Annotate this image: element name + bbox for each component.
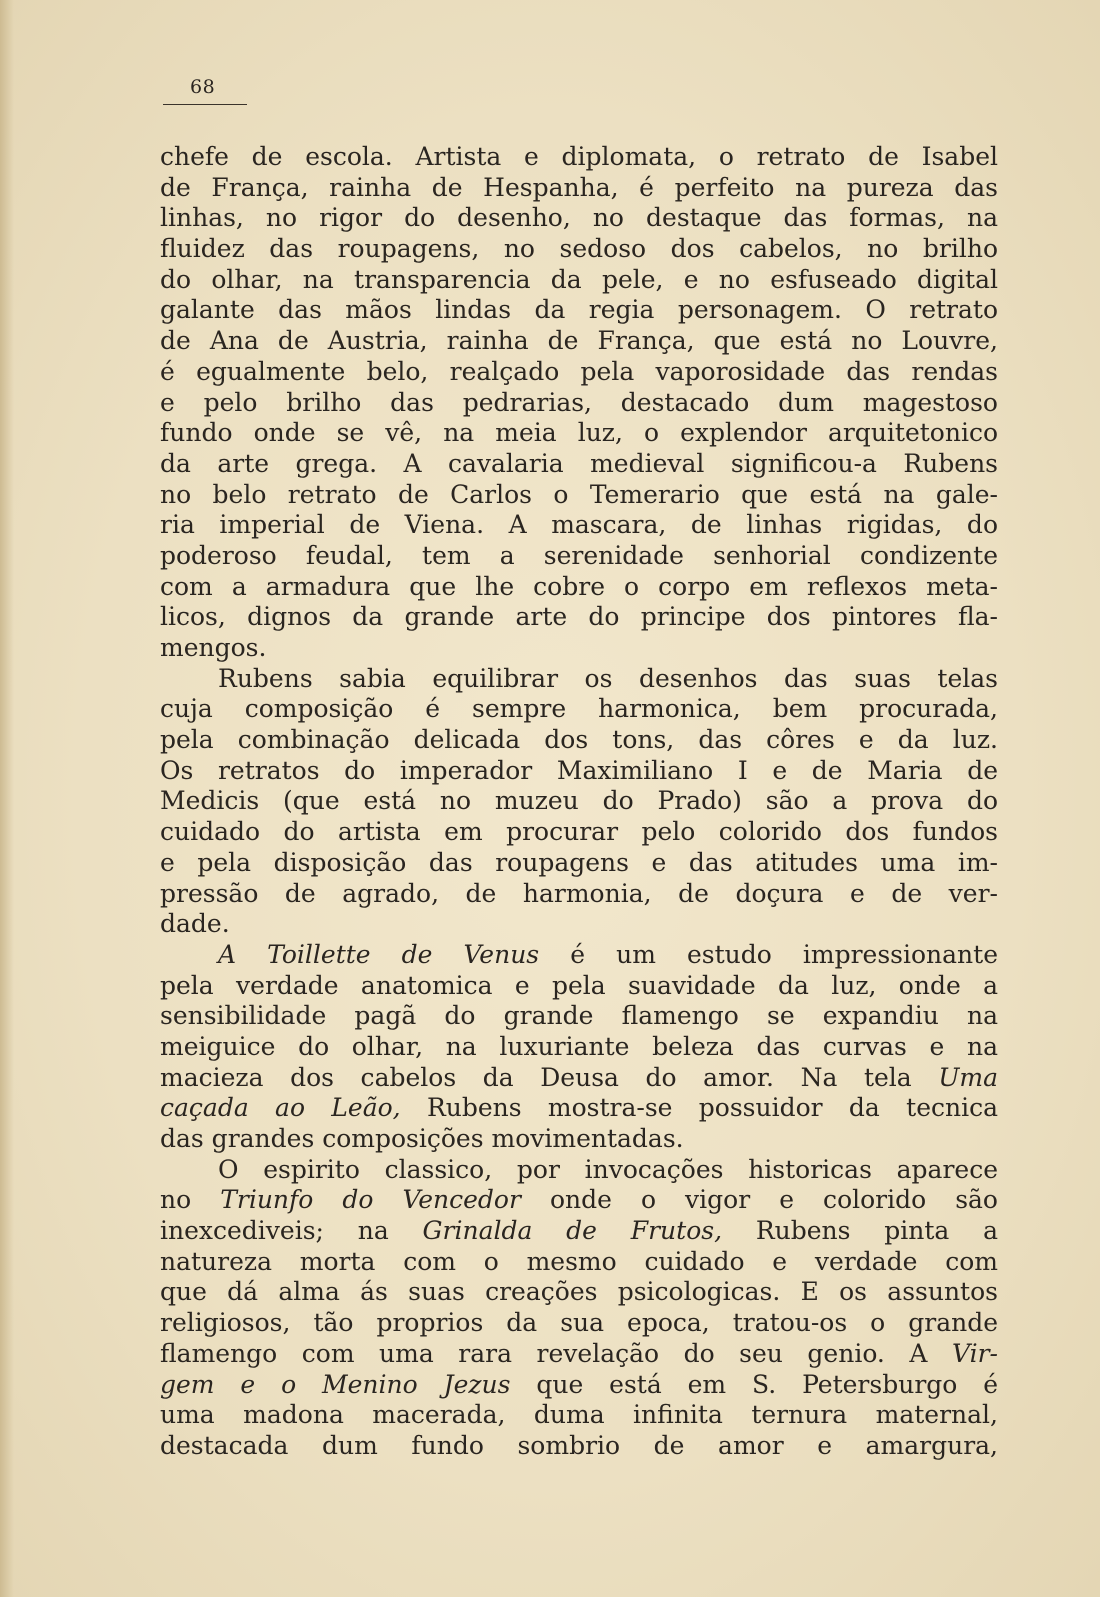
text-line: chefe de escola. Artista e diplomata, o retrato de Isabel [160, 142, 998, 171]
text-line: e pela disposição das roupagens e das atitudes uma im- [160, 847, 998, 877]
text-line [160, 1339, 998, 1370]
text-run: macieza dos cabelos da Deusa do amor. Na tela [160, 1062, 939, 1092]
text-line: das grandes composições movimentadas. [160, 1124, 684, 1153]
text-line: poderoso feudal, tem a serenidade senhorial condizente [160, 540, 998, 570]
text-line: meiguice do olhar, na luxuriante beleza das curvas e na [160, 1031, 998, 1061]
text-run: onde o vigor e colorido são [520, 1185, 998, 1215]
text-line: religiosos, tão proprios da sua epoca, tratou-os o grande [160, 1308, 998, 1338]
text-line: Rubens sabia equilibrar os desenhos das suas telas [218, 663, 998, 693]
text-line: e pelo brilho das pedrarias, destacado dum magestoso [160, 387, 998, 417]
text-line: uma madona macerada, duma infinita ternura maternal, [160, 1400, 998, 1430]
text-run: é um estudo impressionante [539, 939, 998, 969]
text-line: de França, rainha de Hespanha, é perfeito na pureza das [160, 172, 998, 202]
text-line: pela verdade anatomica e pela suavidade da luz, onde a [160, 970, 998, 1000]
artwork-title: gem e o Menino Jezus [160, 1369, 511, 1399]
text-line: pela combinação delicada dos tons, das côres e da luz. [160, 725, 998, 755]
text-line: cuidado do artista em procurar pelo colorido dos fundos [160, 817, 998, 847]
text-line: dade. [160, 909, 230, 939]
text-run: Rubens pinta a [722, 1216, 998, 1246]
text-run: Rubens mostra-se possuidor da tecnica [400, 1093, 998, 1123]
text-line: pressão de agrado, de harmonia, de doçura e de ver- [160, 878, 998, 908]
text-line [160, 1093, 998, 1124]
page-edge-shadow [0, 0, 14, 1597]
text-line: fluidez das roupagens, no sedoso dos cabelos, no brilho [160, 234, 998, 264]
text-line: O espirito classico, por invocações historicas aparece [218, 1154, 998, 1184]
text-line: natureza morta com o mesmo cuidado e verdade com [160, 1246, 998, 1276]
text-line [160, 1185, 998, 1216]
text-line: cuja composição é sempre harmonica, bem procurada, [160, 694, 998, 724]
artwork-title: Vir- [951, 1338, 998, 1368]
text-line: Medicis (que está no muzeu do Prado) são a prova do [160, 786, 998, 816]
text-run: flamengo com uma rara revelação do seu genio. A [160, 1338, 952, 1368]
artwork-title: A Toillette de Venus [218, 939, 540, 969]
artwork-title: Grinalda de Frutos, [422, 1216, 723, 1246]
text-run: inexcediveis; na [160, 1216, 423, 1246]
text-line: mengos. [160, 633, 267, 662]
text-line: de Ana de Austria, rainha de França, que está no Louvre, [160, 326, 998, 356]
text-run: que está em S. Petersburgo é [510, 1369, 998, 1399]
text-line [160, 1216, 998, 1247]
text-line: com a armadura que lhe cobre o corpo em reflexos meta- [160, 571, 998, 601]
text-line: do olhar, na transparencia da pele, e no esfuseado digital [160, 264, 998, 294]
text-line: sensibilidade pagã do grande flamengo se expandiu na [160, 1001, 998, 1031]
text-line: linhas, no rigor do desenho, no destaque das formas, na [160, 203, 998, 233]
text-line: galante das mãos lindas da regia personagem. O retrato [160, 295, 998, 325]
page-number-rule [163, 104, 247, 105]
artwork-title: Triunfo do Vencedor [220, 1185, 521, 1215]
text-line: Os retratos do imperador Maximiliano I e de Maria de [160, 755, 998, 785]
text-line: é egualmente belo, realçado pela vaporosidade das rendas [160, 356, 998, 386]
text-line: licos, dignos da grande arte do principe dos pintores fla- [160, 602, 998, 632]
page-number: 68 [190, 76, 216, 98]
text-line: destacada dum fundo sombrio de amor e amargura, [160, 1430, 998, 1460]
text-line: ria imperial de Viena. A mascara, de linhas rigidas, do [160, 510, 998, 540]
text-line [160, 1370, 998, 1401]
artwork-title: caçada ao Leão, [160, 1093, 401, 1123]
text-line: que dá alma ás suas creações psicologicas. E os assuntos [160, 1277, 998, 1307]
text-line [160, 940, 998, 971]
text-run: no [160, 1185, 221, 1215]
text-line [160, 1063, 998, 1094]
text-line: no belo retrato de Carlos o Temerario que está na gale- [160, 479, 998, 509]
text-line: da arte grega. A cavalaria medieval significou-a Rubens [160, 448, 998, 478]
body-text [160, 142, 998, 1462]
artwork-title: Uma [938, 1062, 998, 1092]
text-line: fundo onde se vê, na meia luz, o explendor arquitetonico [160, 418, 998, 448]
